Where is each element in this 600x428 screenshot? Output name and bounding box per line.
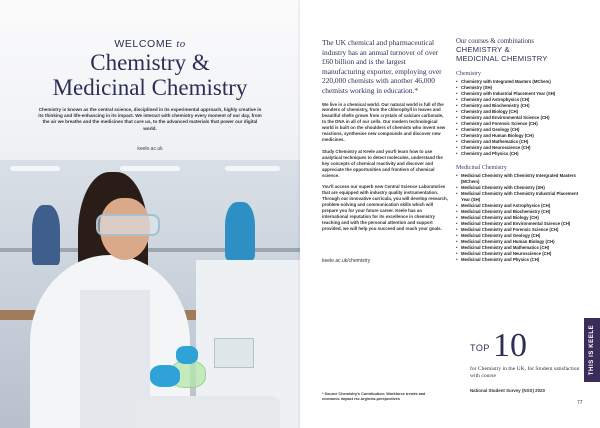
welcome-to: to xyxy=(176,39,186,50)
course-item: • Medicinal Chemistry and Mathematics (CH) xyxy=(456,245,584,251)
course-item: • Chemistry with Integrated Masters (MChem) xyxy=(456,79,584,85)
medicinal-section-title: Medicinal Chemistry xyxy=(456,165,507,171)
course-item: • Chemistry and Neuroscience (CH) xyxy=(456,145,584,151)
course-item: • Chemistry and Human Biology (CH) xyxy=(456,133,584,139)
course-item: • Chemistry and Biochemistry (CH) xyxy=(456,103,584,109)
ranking-number: 10 xyxy=(493,327,527,364)
course-item: • Chemistry and Environmental Science (CH) xyxy=(456,115,584,121)
chemistry-url-link[interactable]: keele.ac.uk/chemistry xyxy=(322,258,371,264)
course-item: • Medicinal Chemistry with Chemistry (SH) xyxy=(456,185,584,191)
body-paragraph: We live in a chemical world. Our natural world is full of the wonders of chemistry, from the chlorophyll in leaves and beautiful shells grown from crystals of calcium carbonate, to the DNA in all of our cells. Our modern technological world is built on the shoulders of chemists who invent new reactions, synthesise new compounds and discover new medicines. xyxy=(322,101,446,142)
welcome-line xyxy=(0,38,300,50)
course-item: • Chemistry and Astrophysics (CH) xyxy=(456,97,584,103)
right-page xyxy=(300,0,600,428)
source-footnote: * Source Chemistry's Contribution: Workforce trends and economic impact rsc.org/new-perspectives xyxy=(322,392,426,401)
lead-paragraph: The UK chemical and pharmaceutical industry has an annual turnover of over £60 billion and is the largest manufacturing exporter, employing over 220,000 chemists with another 46,000 chemists working in education.* xyxy=(322,38,442,95)
blue-glove xyxy=(176,346,198,364)
course-item: • Medicinal Chemistry and Astrophysics (CH) xyxy=(456,203,584,209)
ceiling-light xyxy=(225,166,280,171)
side-tab xyxy=(584,318,600,382)
course-item: • Medicinal Chemistry and Physics (CH) xyxy=(456,257,584,263)
blue-glove xyxy=(150,365,180,387)
course-item: • Chemistry and Forensic Science (CH) xyxy=(456,121,584,127)
course-item: • Chemistry and Physics (CH) xyxy=(456,151,584,157)
courses-subject-line1: CHEMISTRY & xyxy=(456,45,510,54)
middle-column xyxy=(322,38,448,232)
course-item: • Medicinal Chemistry and Geology (CH) xyxy=(456,233,584,239)
safety-goggles xyxy=(96,214,160,236)
ranking-top-word: TOP xyxy=(470,343,490,353)
courses-heading: Our courses & combinations xyxy=(456,38,534,45)
course-item: • Medicinal Chemistry with Chemistry Industrial Placement Year (SH) xyxy=(456,191,584,203)
page-title-line2: Medicinal Chemistry xyxy=(52,75,248,100)
background-student xyxy=(225,202,255,260)
left-header-panel xyxy=(0,0,300,160)
courses-column xyxy=(456,38,584,263)
courses-subject-line2: MEDICINAL CHEMISTRY xyxy=(456,54,548,63)
body-paragraph: You'll access our superb new Central Science Laboratories that are equipped with industry quality instrumentation. Through our innovative curricula, you will develop research, problem-solving and communication skills which will prepare you for your future career. Keele has an international reputation for its excellence in chemistry teaching and with the personal attention and support provided, we will help you succeed and reach your goals. xyxy=(322,184,448,231)
course-item: • Medicinal Chemistry and Biology (CH) xyxy=(456,215,584,221)
ceiling-light xyxy=(120,166,180,171)
course-item: • Medicinal Chemistry and Human Biology (CH) xyxy=(456,239,584,245)
course-item: • Chemistry and Geology (CH) xyxy=(456,127,584,133)
page-title-line1: Chemistry & xyxy=(90,50,210,75)
body-paragraph: Study Chemistry at Keele and you'll learn how to use analytical techniques to detect molecules, understand the key concepts of chemical reactivity and discover and appreciate the opportunities and frontiers of chemical science. xyxy=(322,148,443,178)
course-item: • Medicinal Chemistry and Biochemistry (CH) xyxy=(456,209,584,215)
intro-text: Chemistry is known as the central science, disciplined in its experimental approach, highly creative in its thinking and life-enhancing in its impact. We interact with chemistry every moment of our day, from the air we breathe and the medicines that cure us, to the advanced materials that power our digital world. xyxy=(38,107,262,131)
ceiling-light xyxy=(10,166,60,171)
instrument-base xyxy=(130,396,280,428)
welcome-word: WELCOME xyxy=(114,38,173,50)
course-item: • Chemistry (SH) xyxy=(456,85,584,91)
chemistry-course-list xyxy=(456,79,584,157)
left-url-link[interactable]: keele.ac.uk xyxy=(137,146,163,152)
page-number: 77 xyxy=(577,400,583,406)
side-tab-label: THIS IS KEELE xyxy=(589,324,595,376)
course-item: • Chemistry with Industrial Placement Year (SH) xyxy=(456,91,584,97)
course-item: • Medicinal Chemistry with Chemistry Intergrated Masters (MChem) xyxy=(456,173,584,185)
medicinal-course-list xyxy=(456,173,584,263)
course-item: • Medicinal Chemistry and Environmental Science (CH) xyxy=(456,221,584,227)
course-item: • Chemistry and Mathematics (CH) xyxy=(456,139,584,145)
course-item: • Medicinal Chemistry and Neuroscience (CH) xyxy=(456,251,584,257)
ranking-description: for Chemistry in the UK, for Student satisfaction with course xyxy=(470,366,580,379)
ranking-source: National Student Survey (NSS) 2020 xyxy=(470,388,545,393)
chemistry-section-title: Chemistry xyxy=(456,71,481,77)
course-item: • Medicinal Chemistry and Forensic Science (CH) xyxy=(456,227,584,233)
background-student xyxy=(32,205,60,265)
lab-photo xyxy=(0,160,300,428)
instrument-display xyxy=(214,338,254,368)
course-item: • Chemistry and Biology (CH) xyxy=(456,109,584,115)
